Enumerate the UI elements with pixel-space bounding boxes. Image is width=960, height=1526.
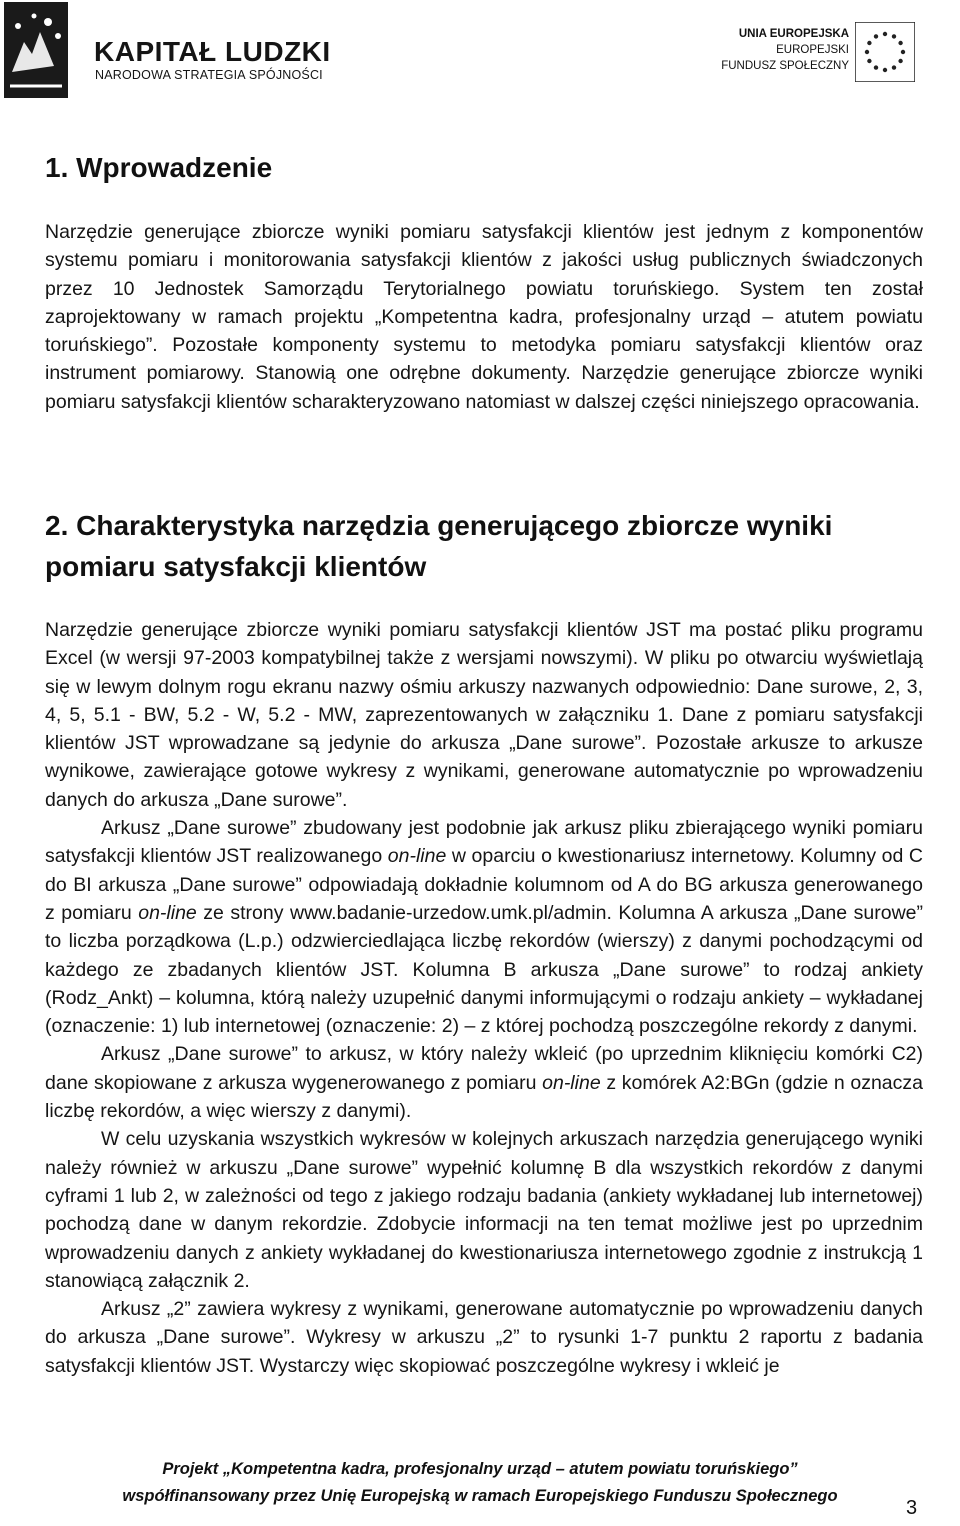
section-2-paragraph-5: Arkusz „2” zawiera wykresy z wynikami, generowane automatycznie po wprowadzeniu danych do arkusza „Dane surowe”. Wykresy w arkuszu „2” to rysunki 1-7 punktu 2 raportu z badania satysfakcji klientów JST. Wystarczy więc skopiować poszczególne wykresy i wkleić je <box>45 1298 923 1377</box>
kapital-ludzki-logo <box>4 2 331 98</box>
eu-logo-line3: FUNDUSZ SPOŁECZNY <box>721 60 849 72</box>
paragraph-2-emphasis-2: on-line <box>138 901 197 924</box>
paragraph-2-text-c: ze strony www.badanie-urzedow.umk.pl/admin. Kolumna A arkusza „Dane surowe” to liczba porządkowa (L.p.) odzwierciedlająca liczbę rekordów (wierszy) z danymi pochodzącymi od każdego ze zbadanych klientów JST. Kolumna B arkusza „Dane surowe” to rodzaj ankiety (Rodz_Ankt) – kolumna, którą należy uzupełnić danymi informującymi o rodzaju ankiety – wykładanej (oznaczenie: 1) lub internetowej (oznaczenie: 2) – z której pochodzą poszczególne rekordy z danymi. <box>45 901 923 1038</box>
section-2-heading: 2. Charakterystyka narzędzia generującego zbiorcze wyniki pomiaru satysfakcji klientów <box>45 510 833 582</box>
eu-flag-icon <box>855 22 915 82</box>
eu-logo <box>721 22 915 86</box>
section-1-paragraph: Narzędzie generujące zbiorcze wyniki pomiaru satysfakcji klientów jest jednym z komponentów systemu pomiaru i monitorowania satysfakcji klientów z jakości usług publicznych świadczonych przez 10 Jednostek Samorządu Terytorialnego powiatu toruńskiego. System ten został zaprojektowany w ramach projektu „Kompetentna kadra, profesjonalny urząd – atutem powiatu toruńskiego”. Pozostałe komponenty systemu to metodyka pomiaru satysfakcji klientów oraz instrument pomiarowy. Stanowią one odrębne dokumenty. Narzędzie generujące zbiorcze wyniki pomiaru satysfakcji klientów scharakteryzowano natomiast w dalszej części niniejszego opracowania. <box>45 221 923 413</box>
section-2-paragraph-4: W celu uzyskania wszystkich wykresów w kolejnych arkuszach narzędzia generującego wyniki należy również w arkuszu „Dane surowe” wypełnić kolumnę B dla wszystkich rekordów z danymi cyframi 1 lub 2, w zależności od tego z jakiego rodzaju badania (ankiety wykładanej lub internetowej) pochodzą dane w danym rekordzie. Zdobycie informacji na ten temat możliwe jest po uprzednim wprowadzeniu danych z ankiety wykładanej do kwestionariusza internetowego zgodnie z instrukcją 1 stanowiącą załącznik 2. <box>45 1128 923 1292</box>
logo-title: KAPITAŁ LUDZKI <box>94 36 331 67</box>
paragraph-2-text-b: w oparciu o kwestionariusz internetowy. Kolumny od C do BI arkusza „Dane surowe” odpowiadają dokładnie kolumnom od A do BG arkusza generowanego z pomiaru <box>45 845 923 924</box>
section-2-body <box>45 616 923 1380</box>
section-1-heading: 1. Wprowadzenie <box>45 152 273 183</box>
paragraph-2-text-a: Arkusz „Dane surowe” zbudowany jest podobnie jak arkusz pliku zbierającego wyniki pomiaru satysfakcji klientów JST realizowanego <box>45 817 923 868</box>
paragraph-2-emphasis-1: on-line <box>387 845 447 868</box>
kapital-ludzki-emblem-icon <box>4 2 68 98</box>
footer-line-1: Projekt „Kompetentna kadra, profesjonalny urząd – atutem powiatu toruńskiego” <box>162 1460 798 1478</box>
paragraph-3-text-b: z komórek A2:BGn (gdzie n oznacza liczbę rekordów, a więc wierszy z danymi). <box>45 1071 923 1123</box>
footer <box>0 1456 960 1510</box>
paragraph-3-text-a: Arkusz „Dane surowe” to arkusz, w który należy wkleić (po uprzednim kliknięciu komórki C2) dane skopiowane z arkusza wygenerowanego z pomiaru <box>45 1043 923 1094</box>
section-2-paragraph-2 <box>45 814 923 1040</box>
section-2-paragraph-3 <box>45 1040 923 1125</box>
footer-line-2: współfinansowany przez Unię Europejską w ramach Europejskiego Funduszu Społecznego <box>122 1487 838 1505</box>
eu-logo-line1: UNIA EUROPEJSKA <box>738 28 849 40</box>
eu-logo-line2: EUROPEJSKI <box>776 44 849 56</box>
logo-subtitle: NARODOWA STRATEGIA SPÓJNOŚCI <box>95 68 323 82</box>
paragraph-3-emphasis: on-line <box>542 1071 601 1094</box>
page-number: 3 <box>906 1497 918 1519</box>
section-2-paragraph-1: Narzędzie generujące zbiorcze wyniki pomiaru satysfakcji klientów JST ma postać pliku programu Excel (w wersji 97-2003 kompatybilnej także z wersjami nowszymi). W pliku po otwarciu wyświetlają się w lewym dolnym rogu ekranu nazwy ośmiu arkuszy nazwanych odpowiednio: Dane surowe, 2, 3, 4, 5, 5.1 - BW, 5.2 - W, 5.2 - MW, zaprezentowanych w załączniku 1. Dane z pomiaru satysfakcji klientów JST wprowadzane są jedynie do arkusza „Dane surowe”. Pozostałe arkusze to arkusze wynikowe, zawierające gotowe wykresy z wynikami, generowane automatycznie po wprowadzeniu danych do arkusza „Dane surowe”. <box>45 619 923 811</box>
